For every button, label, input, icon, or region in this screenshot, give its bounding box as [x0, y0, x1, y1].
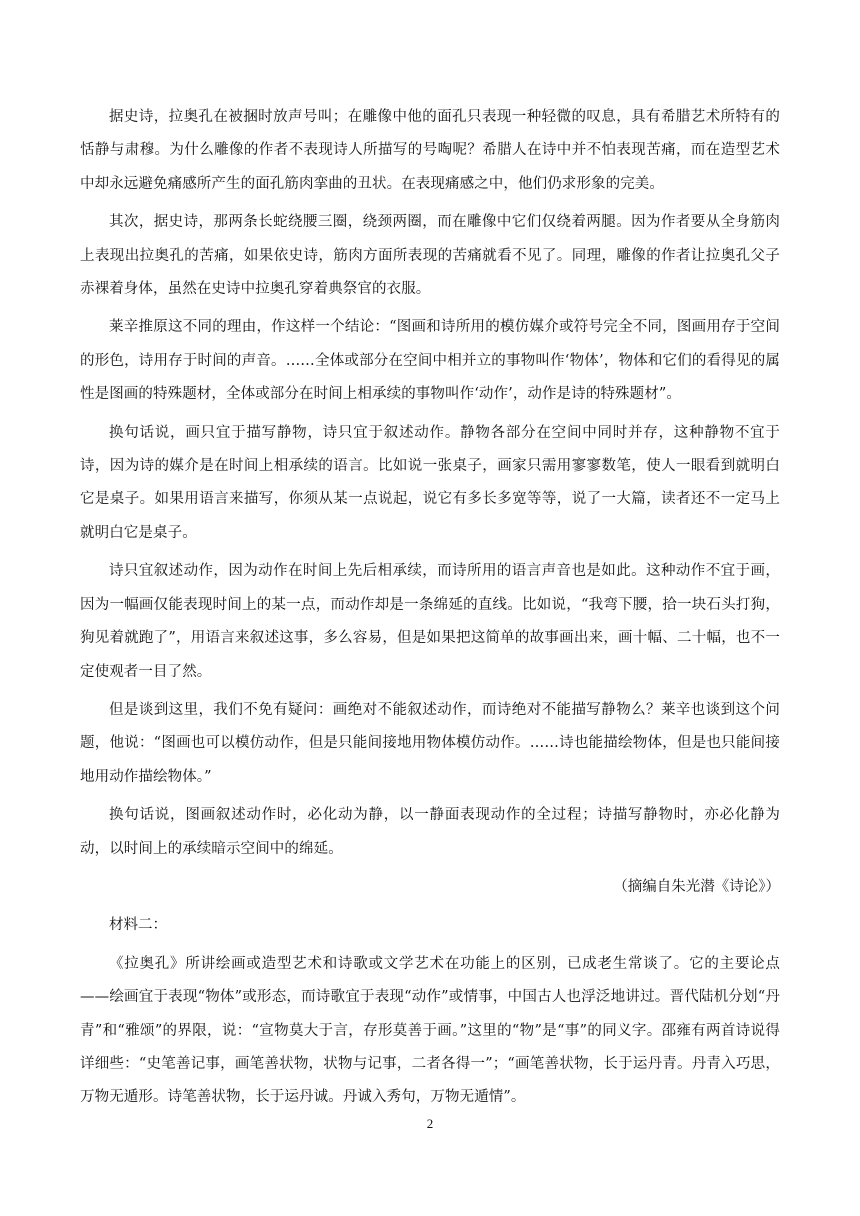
paragraph-6: 但是谈到这里，我们不免有疑问：画绝对不能叙述动作，而诗绝对不能描写静物么？莱辛也谈到这个问题，他说：“图画也可以模仿动作，但是只能间接地用物体模仿动作。……诗也能描绘物体，但是也只能间接地用动作描绘物体。”	[80, 701, 780, 785]
material-paragraph: 《拉奥孔》所讲绘画或造型艺术和诗歌或文学艺术在功能上的区别，已成老生常谈了。它的主要论点——绘画宜于表现“物体”或形态，而诗歌宜于表现“动作”或情事，中国古人也浮泛地讲过。晋代陆机分划“丹青”和“雅颂”的界限，说：“宣物莫大于言，存形莫善于画。”这里的“物”是“事”的同义字。邵雍有两首诗说得详细些：“史笔善记事，画笔善状物，状物与记事，二者各得一”；“画笔善状物，长于运丹青。丹青入巧思，万物无遁形。诗笔善状物，长于运丹诚。丹诚入秀句，万物无遁情”。	[80, 955, 780, 1106]
document-body	[80, 101, 780, 1120]
paragraph-2: 其次，据史诗，那两条长蛇绕腰三圈，绕颈两圈，而在雕像中它们仅绕着两腿。因为作者要从全身筋肉上表现出拉奥孔的苦痛，如果依史诗，筋肉方面所表现的苦痛就看不见了。同理，雕像的作者让拉奥孔父子赤裸着身体，虽然在史诗中拉奥孔穿着典祭官的衣服。	[80, 214, 780, 298]
paragraph-4: 换句话说，画只宜于描写静物，诗只宜于叙述动作。静物各部分在空间中同时并存，这种静物不宜于诗，因为诗的媒介是在时间上相承续的语言。比如说一张桌子，画家只需用寥寥数笔，使人一眼看到就明白它是桌子。如果用语言来描写，你须从某一点说起，说它有多长多宽等等，说了一大篇，读者还不一定马上就明白它是桌子。	[80, 424, 780, 541]
paragraph-1: 据史诗，拉奥孔在被捆时放声号叫；在雕像中他的面孔只表现一种轻微的叹息，具有希腊艺术所特有的恬静与肃穆。为什么雕像的作者不表现诗人所描写的号啕呢？希腊人在诗中并不怕表现苦痛，而在造型艺术中却永远避免痛感所产生的面孔筋肉挛曲的丑状。在表现痛感之中，他们仍求形象的完美。	[80, 109, 780, 192]
paragraph-3: 莱辛推原这不同的理由，作这样一个结论：“图画和诗所用的模仿媒介或符号完全不同，图画用存于空间的形色，诗用存于时间的声音。……全体或部分在空间中相并立的事物叫作‘物体’，物体和它们的看得见的属性是图画的特殊题材，全体或部分在时间上相承续的事物叫作‘动作’，动作是诗的特殊题材”。	[80, 319, 780, 403]
paragraph-5: 诗只宜叙述动作，因为动作在时间上先后相承续，而诗所用的语言声音也是如此。这种动作不宜于画，因为一幅画仅能表现时间上的某一点，而动作却是一条绵延的直线。比如说，“我弯下腰，拾一块石头打狗，狗见着就跑了”，用语言来叙述这事，多么容易，但是如果把这简单的故事画出来，画十幅、二十幅，也不一定使观者一目了然。	[80, 563, 780, 680]
material-heading: 材料二：	[109, 917, 167, 934]
source-citation: （摘编自朱光潜《诗论》）	[613, 878, 780, 895]
page-number: 2	[426, 1116, 434, 1131]
paragraph-7: 换句话说，图画叙述动作时，必化动为静，以一静面表现动作的全过程；诗描写静物时，亦必化静为动，以时间上的承续暗示空间中的绵延。	[80, 807, 780, 857]
